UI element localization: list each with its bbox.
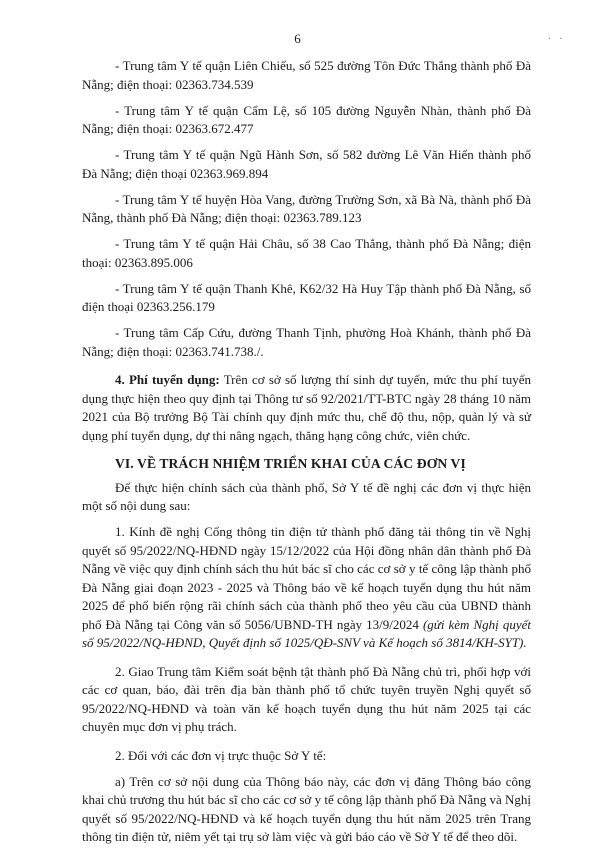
section-title: VI. VỀ TRÁCH NHIỆM TRIỂN KHAI CỦA CÁC ĐƠN VỊ (115, 456, 466, 471)
center-item: - Trung tâm Cấp Cứu, đường Thanh Tịnh, phường Hoà Khánh, thành phố Đà Nẵng; điện thoại: 02363.741.738./. (82, 325, 531, 359)
page-number: 6 (294, 31, 301, 46)
document-body (82, 57, 531, 854)
corner-mark: . . (548, 30, 566, 42)
intro-paragraph: Để thực hiện chính sách của thành phố, Sở Y tế đề nghị các đơn vị thực hiện một số nội dung sau: (82, 479, 531, 513)
center-item: - Trung tâm Y tế quận Ngũ Hành Sơn, số 582 đường Lê Văn Hiến thành phố Đà Nẵng; điện thoại 02363.969.894 (82, 147, 531, 181)
item-3a-paragraph: a) Trên cơ sở nội dung của Thông báo này, các đơn vị đăng Thông báo công khai chủ trương thu hút bác sĩ cho các cơ sở y tế công lập thành phố Đà Nẵng và Nghị quyết số 95/2022/NQ-HĐND và kế hoạch tuyển dụng thu hút năm 2025 trên Trang thông tin điện tử, niêm yết tại trụ sở làm việc và gửi báo cáo về Sở Y tế để theo dõi. (82, 773, 531, 844)
center-item: - Trung tâm Y tế quận Hải Châu, số 38 Cao Thắng, thành phố Đà Nẵng; điện thoại: 02363.895.006 (82, 236, 531, 270)
center-item: - Trung tâm Y tế huyện Hòa Vang, đường Trường Sơn, xã Bà Nà, thành phố Đà Nẵng, thành phố Đà Nẵng; điện thoại: 02363.789.123 (82, 191, 531, 225)
item-2-paragraph: 2. Giao Trung tâm Kiểm soát bệnh tật thành phố Đà Nẵng chủ trì, phối hợp với các cơ quan, báo, đài trên địa bàn thành phố tổ chức tuyên truyền Nghị quyết số 95/2022/NQ-HĐND và toàn văn kế hoạch tuyển dụng thu hút năm 2025 tại các chuyên mục đơn vị phụ trách. (82, 663, 531, 734)
item-1-text: 1. Kính đề nghị Cổng thông tin điện tử thành phố đăng tải thông tin về Nghị quyết số 95/2022/NQ-HĐND ngày 15/12/2022 của Hội đồng nhân dân thành phố Đà Nẵng về việc quy định chính sách thu hút bác sĩ cho các cơ sở y tế công lập thành phố Đà Nẵng giai đoạn 2023 - 2025 và Thông báo về kế hoạch tuyển dụng thu hút năm 2025 để phổ biến rộng rãi chính sách của thành phố theo yêu cầu của UBND thành phố Đà Nẵng tại Công văn số 5056/UBND-TH ngày 13/9/2024 (82, 524, 531, 632)
center-item: - Trung tâm Y tế quận Thanh Khê, K62/32 Hà Huy Tập thành phố Đà Nẵng, số điện thoại 02363.256.179 (82, 280, 531, 314)
item-1-attachment: (gửi kèm Nghị quyết số 95/2022/NQ-HĐND, Quyết định số 1025/QĐ-SNV và Kế hoạch số 3814/KH-SYT). (82, 616, 531, 650)
center-item: - Trung tâm Y tế quận Liên Chiểu, số 525 đường Tôn Đức Thắng thành phố Đà Nẵng; điện thoại: 02363.734.539 (82, 58, 531, 92)
item-1-paragraph (82, 523, 531, 653)
item-3-paragraph: 2. Đối với các đơn vị trực thuộc Sở Y tế: (115, 747, 327, 763)
center-item: - Trung tâm Y tế quận Cẩm Lệ, số 105 đường Nguyễn Nhàn, thành phố Đà Nẵng; điện thoại: 02363.672.477 (82, 102, 531, 136)
fee-text: Trên cơ sở số lượng thí sinh dự tuyển, mức thu phí tuyển dụng thực hiện theo quy định tại Thông tư số 92/2021/TT-BTC ngày 28 tháng 10 năm 2021 của Bộ trưởng Bộ Tài chính quy định mức thu, chế độ thu, nộp, quản lý và sử dụng phí tuyển dụng, dự thi nâng ngạch, thăng hạng công chức, viên chức. (82, 372, 531, 443)
recruitment-fee-paragraph (82, 371, 531, 445)
fee-label: 4. Phí tuyển dụng: (115, 372, 220, 387)
